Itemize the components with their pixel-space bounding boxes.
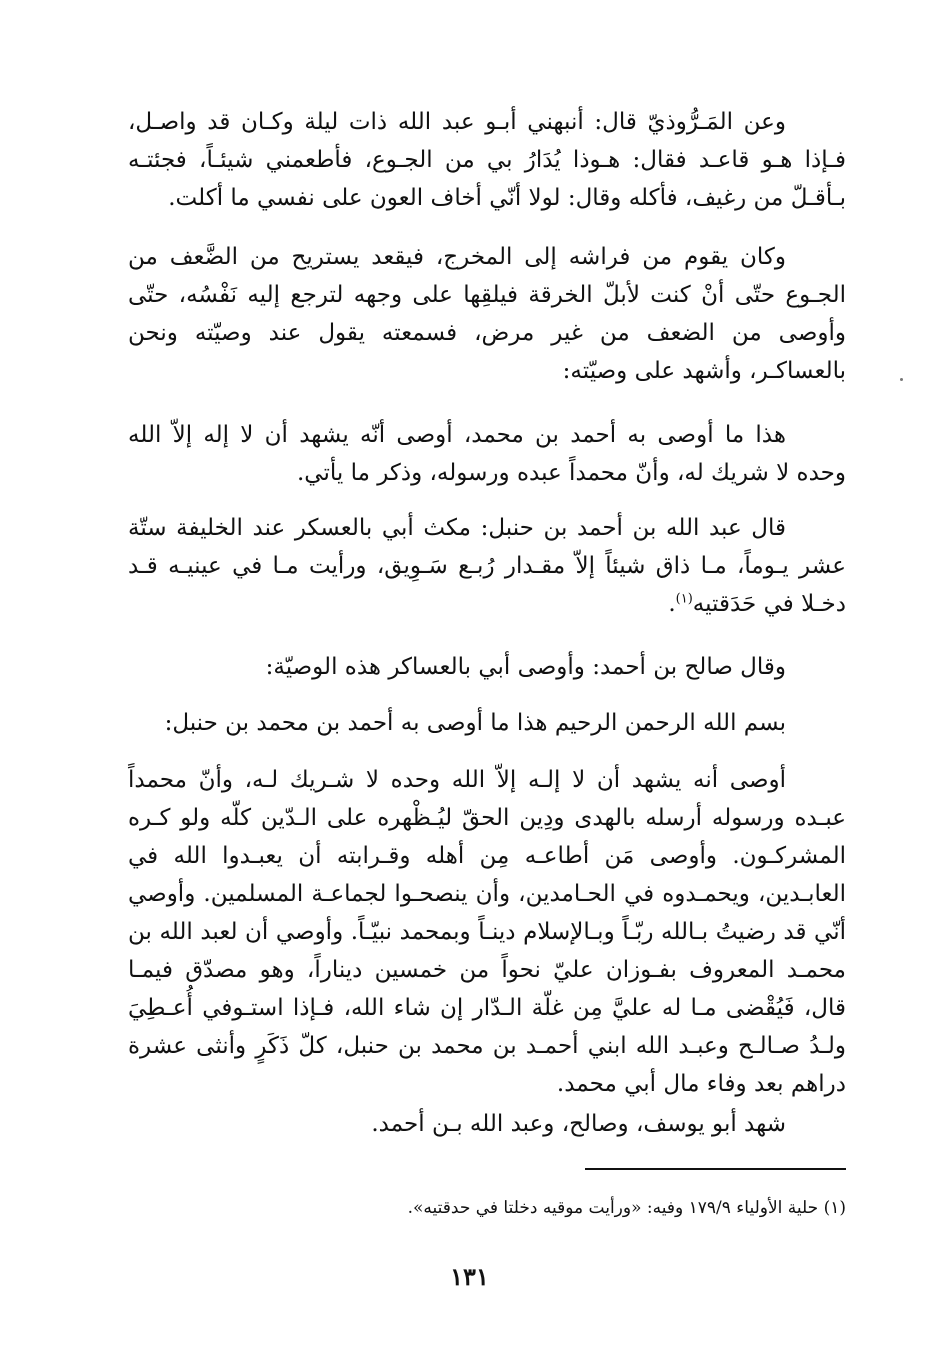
paragraph-4-text: قال عبد الله بن أحمد بن حنبل: مكث أبي بالعسكر عند الخليفة ستّة عشر يـوماً، مـا ذاق شيئاً إلاّ مقـدار رُبـع سَـوِيق، ورأيت مـا في عينيـه قـد دخـلا في حَدَقتيه	[128, 515, 846, 617]
footnote: (١) حلية الأولياء ١٧٩/٩ وفيه: «ورأيت موقيه دخلتا في حدقتيه».	[407, 1198, 846, 1218]
paragraph-8: شهد أبو يوسف، وصالح، وعبد الله بـن أحمد.	[371, 1111, 786, 1137]
scan-speck	[900, 378, 903, 381]
paragraph-5: وقال صالح بن أحمد: وأوصى أبي بالعساكر هذه الوصيّة:	[265, 654, 786, 680]
paragraph-4-end: .	[668, 591, 676, 617]
paragraph-7: أوصى أنه يشهد أن لا إلـه إلاّ الله وحده لا شـريك لـه، وأنّ محمداً عبـده ورسوله أرسله بالهدى ودِين الحقّ ليُـظْهره على الـدّين كلّه ولو كـره المشركـون. وأوصى مَن أطاعـه مِن أهله وقـرابته أن يعبـدوا الله في العابـدين، ويحمـدوه في الحـامدين، وأن ينصحـوا لجماعـة المسلمين. وأوصي أنّي قد رضيتُ بـالله ربّـاً وبـالإسلام دينـاً وبمحمد نبيّـاً. وأوصي أن لعبد الله بن محمـد المعروف بفـوزان عليّ نحواً من خمسين ديناراً، وهو مصدّق فيمـا قال، فَيُقْضى مـا له عليَّ مِن غلّة الـدّار إن شاء الله، فـإذا استـوفي أُعـطِيَ ولـدُ صـالـح وعبـد الله ابني أحمـد بن محمد بن حنبل، كلّ ذَكَرٍ وأنثى عشرة دراهم بعد وفاء مال أبي محمد.	[128, 767, 846, 1097]
footnote-reference[interactable]: (١)	[675, 591, 693, 607]
paragraph-6: بسم الله الرحمن الرحيم هذا ما أوصى به أحمد بن محمد بن حنبل:	[164, 710, 786, 736]
footnote-divider	[585, 1168, 846, 1170]
page-number: ١٣١	[450, 1262, 489, 1291]
paragraph-4	[128, 509, 846, 623]
paragraph-3: هذا ما أوصى به أحمد بن محمد، أوصى أنّه يشهد أن لا إله إلاّ الله وحده لا شريك له، وأنّ محمداً عبده ورسوله، وذكر ما يأتي.	[128, 422, 846, 486]
paragraph-2: وكان يقوم من فراشه إلى المخرج، فيقعد يستريح من الضَّعف من الجـوع حتّى أنْ كنت لأبلّ الخرقة فيلقِها على وجهه لترجع إليه نَفْسُه، حتّى وأوصى من الضعف من غير مرض، فسمعته يقول عند وصيّته ونحن بالعساكـر، وأشهد على وصيّته:	[128, 244, 846, 384]
paragraph-1: وعن المَـرُّوذيّ قال: أنبهني أبـو عبد الله ذات ليلة وكـان قد واصـل، فـإذا هـو قاعـد فقال: هـوذا يُدَارُ بي من الجـوع، فأطعمني شيئـاً، فجئتـه بـأقـلّ من رغيف، فأكله وقال: لولا أنّي أخاف العون على نفسي ما أكلت.	[128, 109, 846, 211]
